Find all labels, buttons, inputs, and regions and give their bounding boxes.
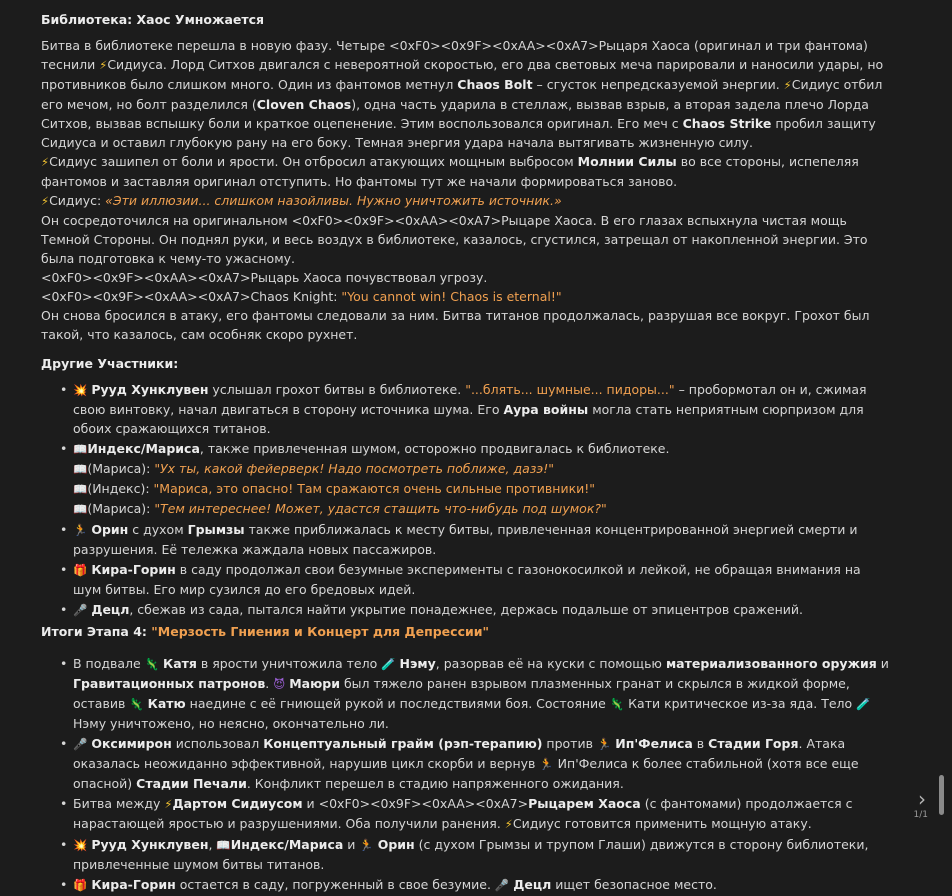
paragraph: Битва в библиотеке перешла в новую фазу. Четыре <0xF0><0x9F><0xAA><0xA7>Рыцаря Хаоса (оригинал и три фантома) теснили ⚡Сидиуса. Лорд Ситхов двигался с невероятной скоростью, его два световых меча парировали и наносили удары, но противников было слишком много. Один из фантомов метнул Chaos Bolt – сгусток непредсказуемой энергии. ⚡Сидиус отбил его мечом, но болт разделился (Cloven Chaos), одна часть ударила в стеллаж, вызвав взрыв, а вторая задела плечо Лорда Ситхов, вызвав вспышку боли и краткое оцепенение. Этим воспользовался оригинал. Его меч с Chaos Strike пробил защиту Сидиуса и оставил глубокую рану на его боку. Темная энергия удара начала вытягивать жизненную силу.: [41, 38, 884, 150]
list-item: • В подвале 🦎 Катя в ярости уничтожила тело 🧪 Нэму, разорвав её на куски с помощью материализованного оружия и Гравитационных патронов. 😈 Маюри был тяжело ранен взрывом плазменных гранат и скрылся в жидкой форме, оставив 🦎 Катю наедине с её гниющей рукой и последствиями боя. Состояние 🦎 Кати критическое из-за яда. Тело 🧪 Нэму уничтожено, но неясно, окончательно ли.: [73, 654, 889, 733]
test-tube-icon: 🧪: [381, 657, 396, 671]
gift-icon: 🎁: [73, 878, 88, 892]
lightning-icon: ⚡: [99, 58, 108, 72]
list-item: • 🎁 Кира-Горин в саду продолжал свои безумные эксперименты с газонокосилкой и лейкой, не обращая внимания на шум битвы. Его мир сузился до его бредовых идей.: [73, 560, 889, 599]
microphone-icon: 🎤: [494, 878, 510, 892]
lizard-icon: 🦎: [609, 697, 625, 711]
scrollbar-thumb[interactable]: [939, 775, 944, 815]
participants-list: [41, 380, 889, 620]
list-item: • 💥 Рууд Хунклувен услышал грохот битвы в библиотеке. "...блять... шумные... пидоры..." – пробормотал он и, сжимая свою винтовку, начал двигаться в сторону источника шума. Его Аура войны могла стать неприятным сюрпризом для обоих сражающихся титанов.: [73, 380, 889, 438]
paragraph: <0xF0><0x9F><0xAA><0xA7>Рыцарь Хаоса почувствовал угрозу.: [41, 270, 488, 285]
test-tube-icon: 🧪: [856, 697, 871, 711]
book-icon: 📖: [73, 462, 88, 476]
summary-list: [41, 654, 889, 895]
person-icon: 🏃: [539, 757, 554, 771]
lizard-icon: 🦎: [144, 657, 160, 671]
explosion-icon: 💥: [73, 383, 88, 397]
section-heading-summary: Итоги Этапа 4: "Мерзость Гниения и Концерт для Депрессии": [41, 624, 490, 639]
microphone-icon: 🎤: [73, 737, 88, 751]
lightning-icon: ⚡: [164, 797, 173, 811]
page-counter: 1/1: [913, 810, 928, 820]
paragraph: Он сосредоточился на оригинальном <0xF0><0x9F><0xAA><0xA7>Рыцаре Хаоса. В его глазах вспыхнула чистая мощь Темной Стороны. Он поднял руки, и весь воздух в библиотеке, казалось, сгустился, затрещал от накопленной энергии. Это была подготовка к чему-то ужасному.: [41, 213, 868, 266]
lightning-icon: ⚡: [41, 194, 50, 208]
runner-icon: 🏃: [359, 838, 374, 852]
list-item: • 🎤 Оксимирон использовал Концептуальный грайм (рэп-терапию) против 🏃 Ип'Фелиса в Стадии Горя. Атака оказалась неожиданно эффективной, нарушив цикл скорби и вернув 🏃 Ип'Фелиса к более стабильной (хотя все еще опасной) Стадии Печали. Конфликт перешел в стадию напряженного ожидания.: [73, 734, 889, 793]
devil-icon: 😈: [273, 677, 286, 691]
lightning-icon: ⚡: [783, 78, 792, 92]
book-icon: 📖: [73, 502, 88, 516]
list-item: • 💥 Рууд Хунклувен, 📖Индекс/Мариса и 🏃 Орин (с духом Грымзы и трупом Глаши) движутся в сторону библиотеки, привлеченные шумом битвы титанов.: [73, 835, 889, 874]
lightning-icon: ⚡: [41, 155, 50, 169]
dialogue-line: ⚡Сидиус: «Эти иллюзии... слишком назойливы. Нужно уничтожить источник.»: [41, 193, 562, 208]
paragraph: Он снова бросился в атаку, его фантомы следовали за ним. Битва титанов продолжалась, разрушая все вокруг. Грохот был такой, что казалось, сам особняк скоро рухнет.: [41, 308, 870, 342]
paragraph: ⚡Сидиус зашипел от боли и ярости. Он отбросил атакующих мощным выбросом Молнии Силы во все стороны, испепеляя фантомов и заставляя оригинал отступить. Но фантомы тут же начали формироваться заново.: [41, 154, 859, 189]
lightning-icon: ⚡: [504, 817, 513, 831]
runner-icon: 🏃: [73, 523, 88, 537]
list-item: • 🎤 Децл, сбежав из сада, пытался найти укрытие понадежнее, держась подальше от эпицентров сражений.: [73, 600, 889, 620]
message-body: [41, 10, 889, 896]
lizard-icon: 🦎: [129, 697, 144, 711]
dialogue-line: <0xF0><0x9F><0xAA><0xA7>Chaos Knight: "You cannot win! Chaos is eternal!": [41, 289, 562, 304]
explosion-icon: 💥: [73, 838, 88, 852]
list-item: • 🎁 Кира-Горин остается в саду, погруженный в свое безумие. 🎤 Децл ищет безопасное место.: [73, 875, 889, 895]
list-item: • 🏃 Орин с духом Грымзы также приближалась к месту битвы, привлеченная концентрированной энергией смерти и разрушения. Её тележка жаждала новых пассажиров.: [73, 520, 889, 559]
gift-icon: 🎁: [73, 563, 88, 577]
section-heading-others: Другие Участники:: [41, 356, 179, 371]
book-icon: 📖: [73, 442, 88, 456]
microphone-icon: 🎤: [73, 603, 88, 617]
list-item: • Битва между ⚡Дартом Сидиусом и <0xF0><0x9F><0xAA><0xA7>Рыцарем Хаоса (с фантомами) продолжается с нарастающей яростью и разрушениями. Оба получили ранения. ⚡Сидиус готовится применить мощную атаку.: [73, 794, 889, 834]
next-page-button[interactable]: ›: [918, 787, 926, 811]
list-item: • 📖Индекс/Мариса, также привлеченная шумом, осторожно продвигалась к библиотеке. 📖(Мариса): "Ух ты, какой фейерверк! Надо посмотреть поближе, дазэ!" 📖(Индекс): "Мариса, это опасно! Там сражаются очень сильные противники!" 📖(Мариса): "Тем интереснее! Может, удастся стащить что-нибудь под шумок?": [73, 439, 889, 519]
section-heading-library: Библиотека: Хаос Умножается: [41, 12, 265, 27]
book-icon: 📖: [216, 838, 231, 852]
book-icon: 📖: [73, 482, 88, 496]
person-icon: 🏃: [596, 737, 612, 751]
